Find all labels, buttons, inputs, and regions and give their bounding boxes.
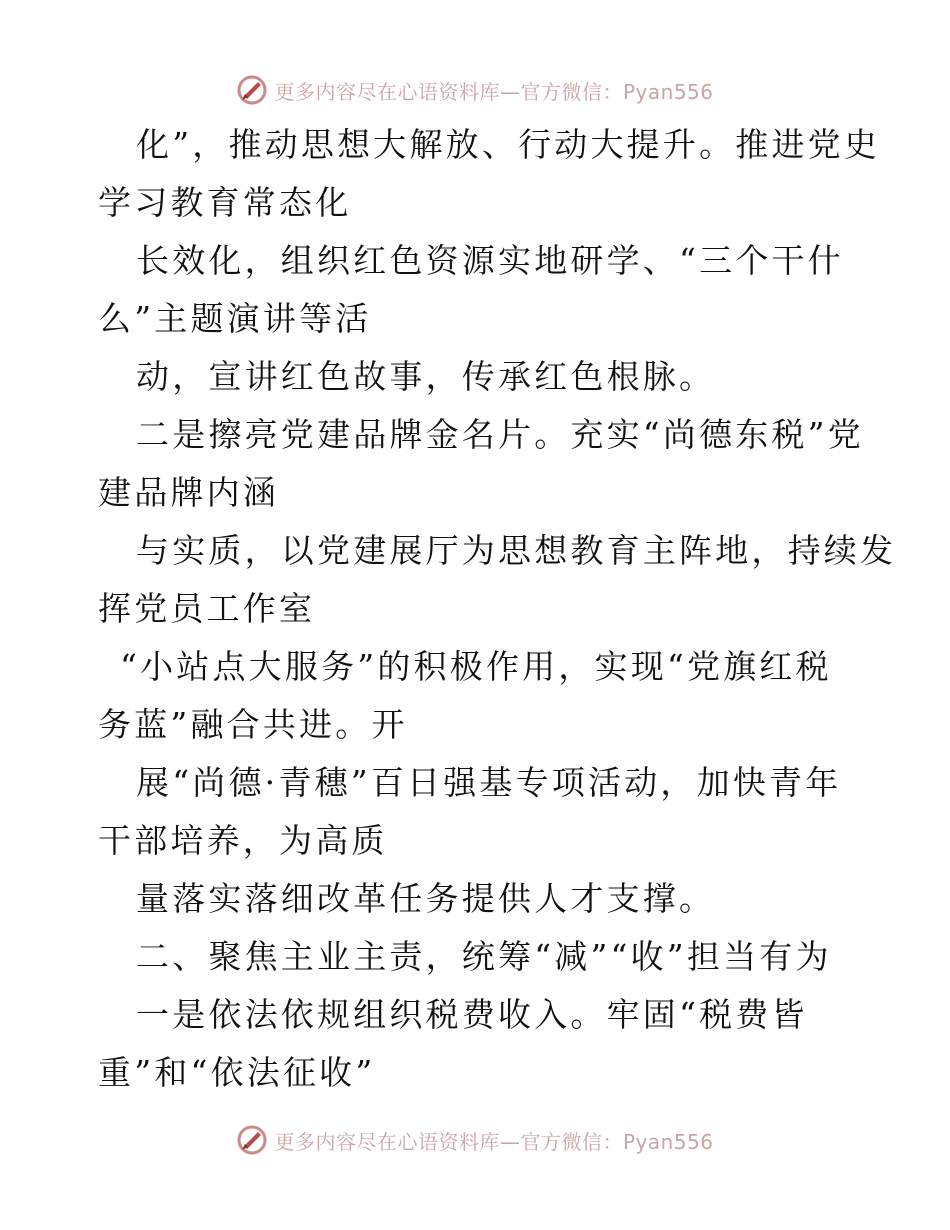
footer-watermark-label: 官方微信：: [520, 1129, 623, 1154]
text-line: 建品牌内涵: [98, 473, 279, 512]
header-watermark-main: 更多内容尽在心语资料库: [274, 79, 500, 104]
text-line: 展“尚德·青穗”百日强基专项活动，加快青年: [136, 763, 842, 802]
text-line: 与实质，以党建展厅为思想教育主阵地，持续发: [136, 531, 897, 570]
header-watermark-label: 官方微信：: [520, 79, 623, 104]
footer-watermark-text: [274, 1126, 713, 1155]
text-line: 二、聚焦主业主责，统筹“减”“收”担当有为: [136, 937, 832, 976]
header-watermark-text: [274, 76, 713, 105]
footer-watermark-main: 更多内容尽在心语资料库: [274, 1129, 500, 1154]
text-line: 化”，推动思想大解放、行动大提升。推进党史: [136, 125, 881, 164]
text-line: 二是擦亮党建品牌金名片。充实“尚德东税”党: [136, 415, 864, 454]
text-line: 一是依法依规组织税费收入。牢固“税费皆: [136, 995, 808, 1034]
logo-icon: [236, 74, 268, 106]
text-line: 干部培养，为高质: [98, 821, 388, 860]
text-line: 挥党员工作室: [98, 589, 316, 628]
text-line: “小站点大服务”的积极作用，实现“党旗红税: [120, 647, 832, 686]
footer-watermark-handle: Pyan556: [622, 1129, 714, 1154]
text-line: 长效化，组织红色资源实地研学、“三个干什: [136, 241, 844, 280]
text-line: 么”主题演讲等活: [98, 299, 372, 338]
header-watermark: [0, 70, 950, 110]
footer-watermark-sep: —: [499, 1129, 521, 1154]
text-line: 量落实落细改革任务提供人才支撑。: [136, 879, 716, 918]
text-line: 学习教育常态化: [98, 183, 352, 222]
text-line: 动，宣讲红色故事，传承红色根脉。: [136, 357, 716, 396]
text-line: 重”和“依法征收”: [98, 1053, 376, 1092]
header-watermark-sep: —: [499, 79, 521, 104]
logo-icon: [236, 1124, 268, 1156]
footer-watermark: [0, 1120, 950, 1160]
header-watermark-handle: Pyan556: [622, 79, 714, 104]
text-line: 务蓝”融合共进。开: [98, 705, 408, 744]
